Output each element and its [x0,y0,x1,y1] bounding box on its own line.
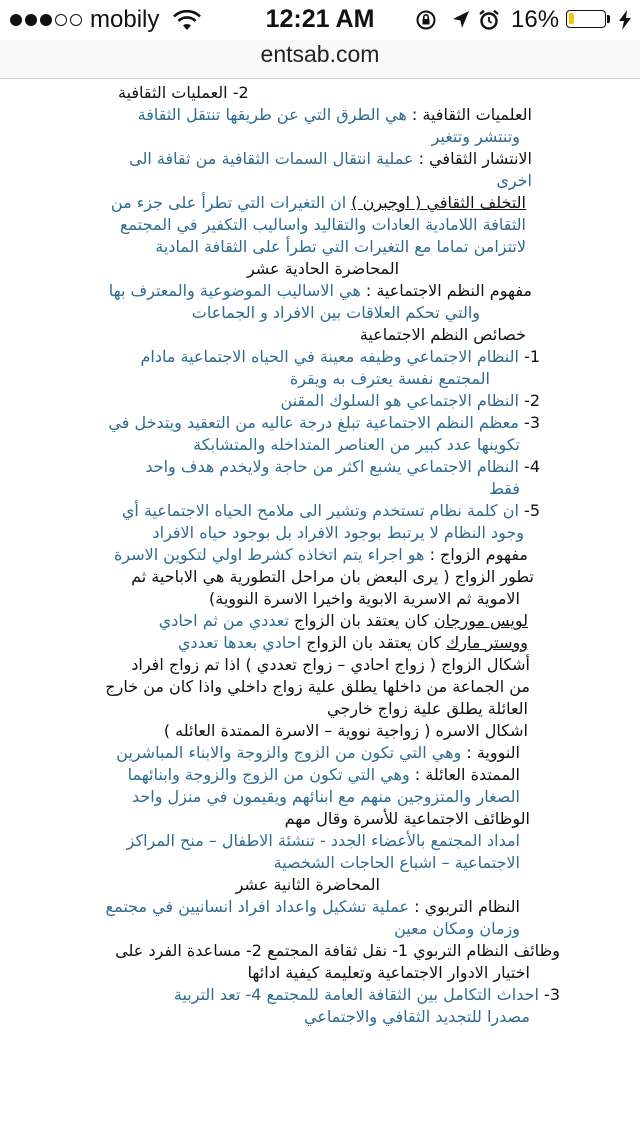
text-line [96,324,526,346]
text-line [306,1006,530,1028]
text-segment: خصائص النظم الاجتماعية [359,325,526,344]
status-bar [0,0,640,40]
text-segment: العلميات الثقافية : [411,105,532,124]
text-segment: وزمان ومكان معين [394,919,520,938]
carrier-name: mobily [90,6,160,33]
text-line [96,302,480,324]
text-segment: 3- [538,985,560,1004]
text-segment: الاجتماعية – اشباع الحاجات الشخصية [273,853,520,872]
text-line [490,478,520,500]
text-segment: أشكال الزواج ( زواج احادي – زواج تعددي ) اذا تم زواج افراد [131,655,530,674]
text-line [330,918,520,940]
text-segment: هو اجراء يتم اتخاذه كشرط اولي لتكوين الاسرة [113,545,430,564]
text-segment: الممتدة العائلة : [414,765,520,784]
text-line [96,500,540,522]
text-segment: الانتشار الثقافي : [418,149,532,168]
text-segment: كان يعتقد بان الزواج [294,611,434,630]
text-line [250,698,528,720]
text-line [92,104,532,126]
text-segment: والتي تحكم العلاقات بين الافراد و الجماعات [191,303,480,322]
text-line [173,984,560,1006]
text-segment: هي الاساليب الموضوعية والمعترف بها [108,281,366,300]
text-segment: وتنتشر وتتغير [431,127,520,146]
text-segment: وجود النظام لا يرتبط بوجود الافراد بل بوجود حياه الافراد [152,523,524,542]
text-segment: اخرى [496,171,532,190]
text-segment: وهي التي تكون من الزوج والزوجة والابناء المباشرين [116,743,467,762]
text-segment: ان التغيرات التي تطرأ على جزء من [110,193,352,212]
text-line [96,148,532,170]
text-segment: لاتتزامن تماما مع التغيرات التي تطرأ على الثقافة المادية [155,237,526,256]
text-segment: وهي التي تكون من الزوج والزوجة وابنائهما [127,765,415,784]
text-line [96,236,526,258]
text-segment: فقط [489,479,520,498]
alarm-clock-icon [478,9,500,31]
text-segment: النظام الاجتماعي يشبع اكثر من حاجة ولايخدم هدف واحد [145,457,519,476]
text-line [96,214,526,236]
text-line [150,610,528,632]
text-line [100,830,520,852]
battery-percentage: 16% [511,6,560,33]
text-line [226,126,520,148]
text-line [140,852,520,874]
text-segment: النظام الاجتماعي وظيفه معينة في الحياه الاجتماعية مادام [140,347,519,366]
text-segment: عملية انتقال السمات الثقافية من ثقافة الى [129,149,419,168]
text-line [128,764,520,786]
text-line [96,896,520,918]
text-segment: نقل ثقافة المجتمع 2- مساعدة الفرد على [115,941,393,960]
text-segment: مصدرا للتجديد الثقافي والاجتماعي [304,1007,530,1026]
location-arrow-icon [451,9,471,31]
text-line [250,368,490,390]
text-segment: مفهوم الزواج : [429,545,528,564]
text-segment: 5- [518,501,540,520]
text-line [96,192,526,214]
text-segment: احادي بعدها تعددي [178,633,307,652]
text-line [488,170,532,192]
rotation-lock-icon [415,9,437,31]
text-segment: النظام التربوي : [414,897,520,916]
text-line [96,676,530,698]
text-segment: من الجماعة من داخلها يطلق علية زواج داخلي واذا كان من خارج [105,677,530,696]
text-segment: مفهوم النظم الاجتماعية : [365,281,532,300]
text-line [96,654,530,676]
text-segment: تطور الزواج ( يرى البعض بان مراحل التطورية هي الاباحية ثم [131,567,534,586]
text-segment: 2- العمليات الثقافية [118,83,249,102]
text-line [96,566,534,588]
url-text: entsab.com [260,41,380,67]
text-line [235,874,380,896]
text-line [84,412,540,434]
text-segment: معظم النظم الاجتماعية تبلغ درجة عاليه من التعقيد ويتدخل في [108,413,519,432]
text-line [118,82,249,104]
text-segment: عملية تشكيل واعداد افراد انسانيين في مجتمع [105,897,415,916]
text-segment: المحاضرة الحادية عشر [246,259,400,278]
text-segment: الاموية ثم الاسرية الابوية واخيرا الاسرة النووية) [209,589,520,608]
text-line [96,588,520,610]
text-line [232,390,540,412]
text-segment: تكوينها عدد كبير من العناصر المتداخله والمتشابكة [193,435,520,454]
clock: 12:21 AM [265,5,375,33]
text-segment: اختيار الادوار الاجتماعية وتعليمة كيفية ادائها [247,963,530,982]
text-line [96,544,528,566]
text-line [96,280,532,302]
text-segment: النووية : [466,743,520,762]
text-segment: 2- [518,391,540,410]
text-segment: تعددي من ثم احادي [158,611,295,630]
text-line [128,786,520,808]
text-segment: 1- [518,347,540,366]
charging-bolt-icon [618,10,632,30]
text-segment: ان كلمة نظام تستخدم وتشير الى ملامح الحياه الاجتماعية أي [121,501,519,520]
text-segment: احداث التكامل بين الثقافة العامة للمجتمع 4- تعد التربية [173,985,539,1004]
text-line [236,258,410,280]
text-segment: العائلة يطلق علية زواج خارجي [327,699,528,718]
page-content [0,74,640,1136]
text-line [102,456,540,478]
text-line [98,434,520,456]
text-segment: اشكال الاسره ( زواجية نووية – الاسرة الممتدة العائله ) [163,721,528,740]
text-segment: هي الطرق التي عن طريقها تنتقل الثقافة [137,105,412,124]
text-segment: وظائف النظام التربوي 1- [392,941,560,960]
text-line [230,808,530,830]
text-line [116,742,520,764]
text-line [150,632,528,654]
text-segment: التخلف الثقافي ( اوجبرن ) [351,193,526,212]
text-line [163,720,528,742]
text-segment: 4- [518,457,540,476]
text-line [96,940,560,962]
text-segment: الوظائف الاجتماعية للأسرة وقال مهم [284,809,530,828]
text-segment: كان يعتقد بان الزواج [306,633,447,652]
text-segment: امداد المجتمع بالأعضاء الجدد - تنشئة الاطفال – منح المراكز [126,831,520,850]
text-segment: لويس مورجان [433,611,528,630]
text-segment: ووستر مارك [446,633,528,652]
text-line [96,346,540,368]
text-line [150,962,530,984]
text-segment: المحاضرة الثانية عشر [235,875,380,894]
text-segment: الصغار والمتزوجين منهم مع ابنائهم ويقيمون في منزل واحد [131,787,520,806]
text-segment: المجتمع نفسة يعترف به ويقرة [289,369,490,388]
text-segment: النظام الاجتماعي هو السلوك المقنن [280,391,519,410]
text-segment: الثقافة اللامادية العادات والتقاليد واساليب التكفير في المجتمع [120,215,526,234]
text-line [104,522,524,544]
battery-icon [566,10,606,28]
text-segment: 3- [518,413,540,432]
